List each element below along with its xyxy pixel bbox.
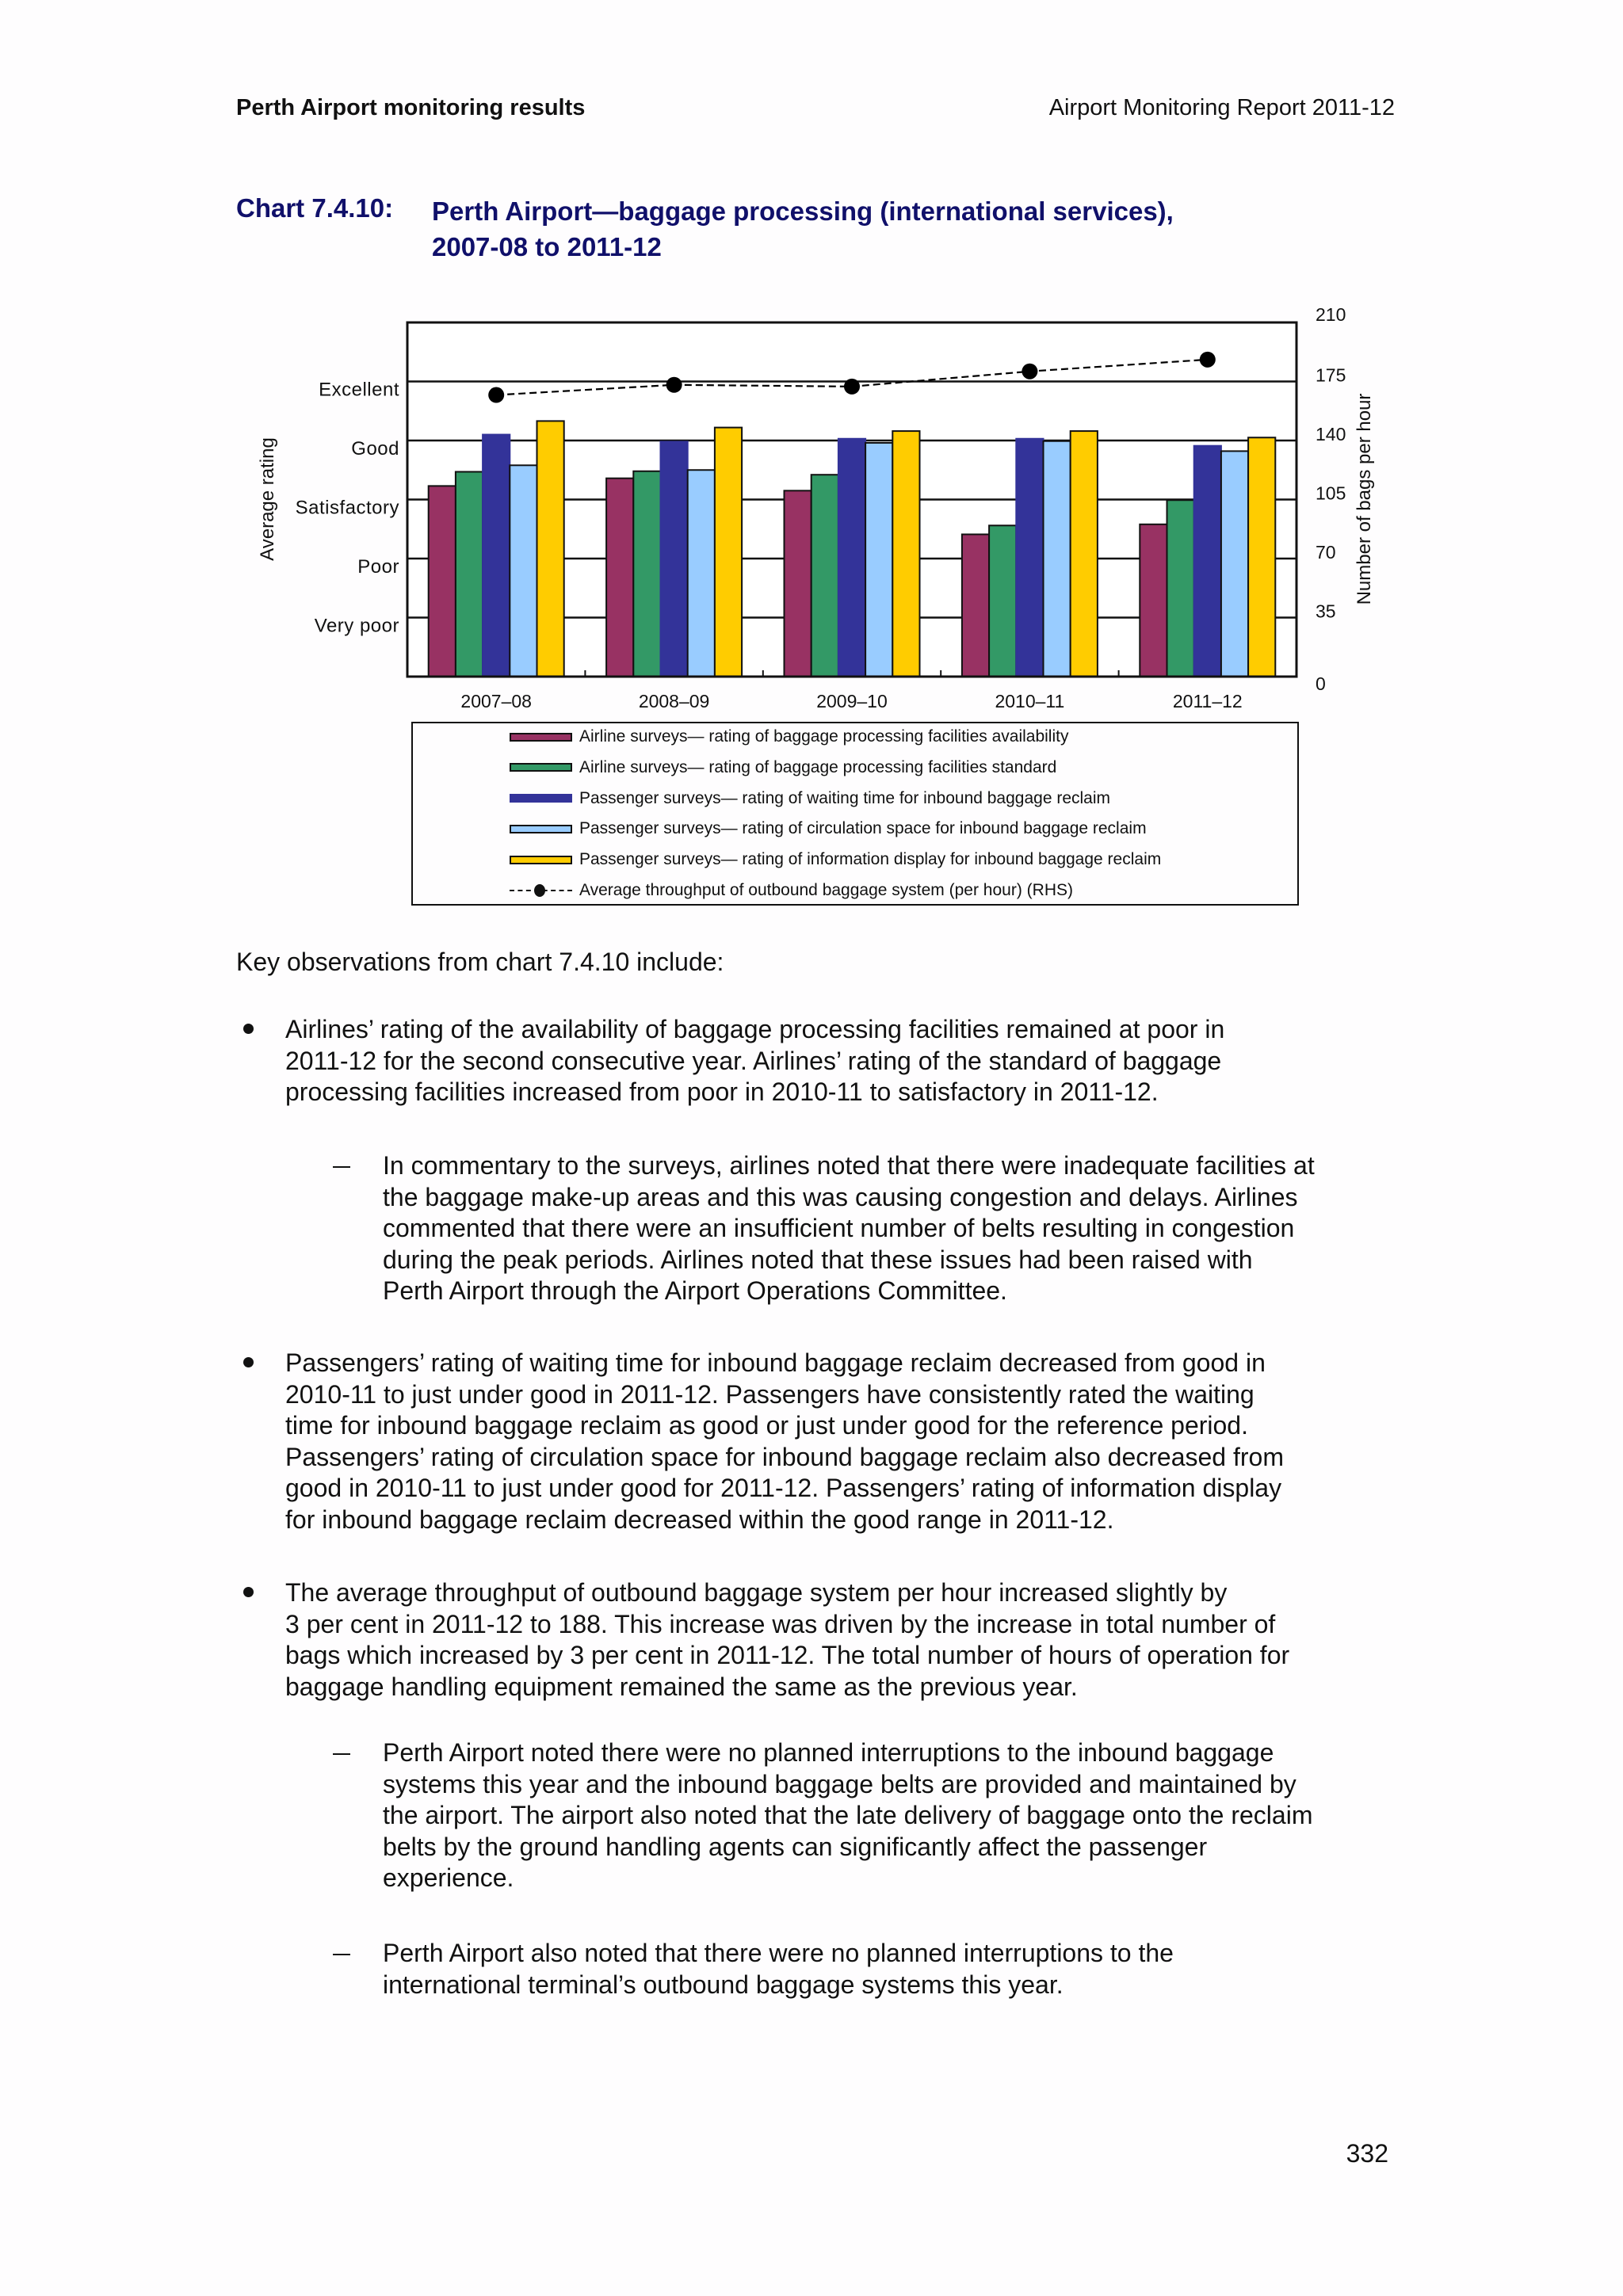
legend-item [510,788,1110,809]
legend-swatch-icon [510,856,572,864]
bar [633,471,660,677]
y2-axis-tick-label: 175 [1316,364,1346,386]
bar [1140,524,1167,677]
y-axis-tick-label: Very poor [314,615,399,637]
legend-dashed-line-marker-icon [510,883,572,898]
bar [606,479,633,677]
y-axis-title: Average rating [257,437,278,561]
bar [865,443,892,677]
chart-title-line2: 2007-08 to 2011-12 [432,232,662,261]
bar [483,435,510,677]
bar [688,470,715,677]
observation-passenger-ratings: Passengers’ rating of waiting time for inbound baggage reclaim decreased from good in 2010-11 to just under good in 2011-12. Passengers have consistently rated the waiting time for inbound baggage reclaim as good or just under good for the reference period. Passengers’ rating of circulation space for inbound baggage reclaim also decreased from good in 2010-11 to just under good for 2011-12. Passengers’ rating of information display for inbound baggage reclaim decreased within the good range in 2011-12. [285,1348,1284,1534]
legend-item [510,849,1161,870]
bar [1167,500,1194,677]
bar [838,439,865,677]
chart-number: Chart 7.4.10: [236,193,394,223]
legend-swatch-icon [510,733,572,742]
bar [715,428,742,677]
bar [1221,451,1248,677]
bullet-icon [243,1357,254,1367]
legend-swatch-icon [510,794,572,803]
y-axis-tick-label: Satisfactory [295,497,399,519]
y-axis-tick-label: Good [351,438,399,460]
bar [456,471,483,677]
x-axis-label: 2007–08 [460,691,532,711]
bar [1044,441,1071,677]
bar [537,421,564,677]
y2-axis-title: Number of bags per hour [1354,393,1375,605]
bar [429,486,456,677]
y2-axis-tick-label: 35 [1316,601,1336,622]
legend-item [510,757,1056,778]
throughput-marker [1200,352,1216,368]
y2-axis-tick-label: 70 [1316,542,1336,563]
observation-airline-ratings: Airlines’ rating of the availability of baggage processing facilities remained at poor in 2011-12 for the second consecutive year. Airlines’ rating of the standard of baggage processing facilities increased from poor in 2010-11 to satisfactory in 2011-12. [285,1015,1225,1106]
observation-throughput: The average throughput of outbound baggage system per hour increased slightly by 3 per cent in 2011-12 to 188. This increase was driven by the increase in total number of bags which increased by 3 per cent in 2011-12. The total number of hours of operation for baggage handling equipment remained the same as the previous year. [285,1578,1290,1701]
y2-axis-tick-label: 210 [1316,304,1346,325]
running-header-section: Perth Airport monitoring results [236,95,586,120]
chart-legend [411,722,1299,906]
bar [989,525,1016,677]
x-axis-label: 2010–11 [995,691,1065,711]
bar [1248,437,1275,677]
y-axis-tick-label: Excellent [319,379,399,401]
legend-swatch-icon [510,763,572,772]
legend-item [510,818,1147,839]
bar [1071,431,1098,677]
sub-observation-outbound-systems: Perth Airport also noted that there were no planned interruptions to the international terminal’s outbound baggage systems this year. [383,1939,1174,1999]
legend-label: Passenger surveys— rating of circulation space for inbound baggage reclaim [579,819,1147,838]
legend-label: Airline surveys— rating of baggage processing facilities standard [579,757,1057,776]
bar [892,431,919,677]
running-header-report: Airport Monitoring Report 2011-12 [1048,95,1395,120]
page-number: 332 [1346,2139,1388,2168]
bullet-icon [243,1024,254,1034]
y-axis-tick-label: Poor [357,556,399,578]
legend-label: Passenger surveys— rating of information display for inbound baggage reclaim [579,850,1162,869]
legend-label: Airline surveys— rating of baggage processing facilities availability [579,727,1069,746]
dash-icon [333,1166,350,1168]
bullet-icon [243,1587,254,1597]
bar [812,475,838,677]
throughput-marker [844,379,860,395]
throughput-marker [488,387,504,403]
throughput-marker [666,377,682,393]
y2-axis-tick-label: 0 [1316,673,1326,694]
sub-observation-inbound-systems: Perth Airport noted there were no planned interruptions to the inbound baggage systems this year and the inbound baggage belts are provided and maintained by the airport. The airport also noted that the late delivery of baggage onto the reclaim belts by the ground handling agents can significantly affect the passenger experience. [383,1738,1313,1892]
key-observations-intro: Key observations from chart 7.4.10 include: [236,948,724,976]
dash-icon [333,1753,350,1755]
bar [661,441,688,677]
legend-label: Passenger surveys— rating of waiting time for inbound baggage reclaim [579,788,1111,807]
throughput-marker [1022,364,1037,379]
dash-icon [333,1954,350,1955]
x-axis-label: 2011–12 [1172,691,1243,711]
bar [962,534,989,677]
bar [785,490,812,677]
x-axis-label: 2009–10 [816,691,888,711]
legend-item [510,880,1073,901]
legend-label: Average throughput of outbound baggage system (per hour) (RHS) [579,881,1073,899]
chart-title-line1: Perth Airport—baggage processing (international services), [432,196,1174,226]
sub-observation-airline-commentary: In commentary to the surveys, airlines noted that there were inadequate facilities at the baggage make-up areas and this was causing congestion and delays. Airlines commented that there were an insufficient number of belts resulting in congestion during the peak periods. Airlines noted that these issues had been raised with Perth Airport through the Airport Operations Committee. [383,1151,1315,1305]
legend-item [510,727,1068,747]
y2-axis-tick-label: 140 [1316,424,1346,444]
bar [1194,446,1221,677]
x-axis-label: 2008–09 [638,691,710,711]
bar [510,465,537,677]
y2-axis-tick-label: 105 [1316,482,1346,504]
bar [1016,439,1043,677]
legend-swatch-icon [510,825,572,833]
